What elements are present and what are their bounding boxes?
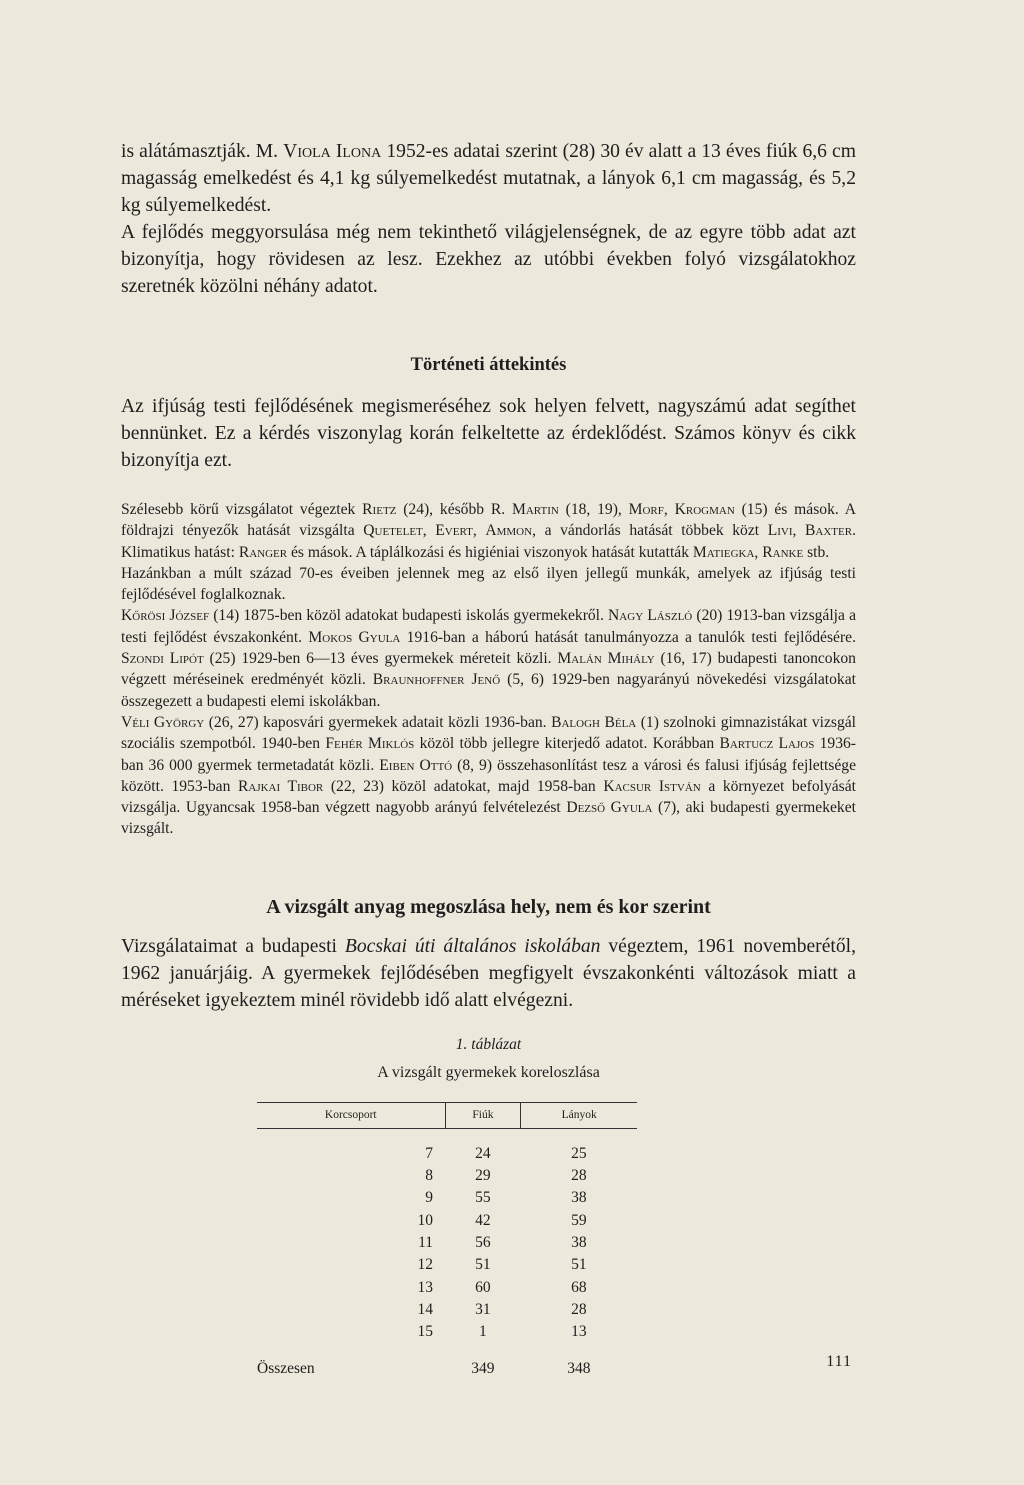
table-row: 10 42 59 — [417, 1211, 587, 1229]
table-row: 14 31 28 — [417, 1300, 587, 1318]
table-row: 9 55 38 — [425, 1189, 587, 1207]
table-row: 8 29 28 — [425, 1167, 587, 1185]
author-name: Viola Ilona — [283, 141, 382, 162]
history-paragraph: Az ifjúság testi fejlődésének megismeréséhez sok helyen felvett, nagyszámú adat segíthet bennünket. Ez a kérdés viszonylag korán felkeltette az érdeklődést. Számos könyv és cikk bizonyítja ezt. — [121, 396, 856, 471]
table-row: 12 51 51 — [417, 1256, 587, 1274]
table-caption: 1. táblázat — [455, 1035, 522, 1053]
school-name: Bocskai úti általános iskolában — [344, 935, 601, 957]
header-boys: Fiúk — [445, 1102, 521, 1128]
material-paragraph: Vizsgálataimat a budapesti Bocskai úti általános iskolában végeztem, 1961 novemberétől, 1962 januárjáig. A gyermekek fejlődésében megfigyelt évszakonkénti változások miatt a méréseket igyekeztem minél rövidebb idő alatt elvégezni. — [121, 935, 856, 1011]
small-paragraph-4: Véli György (26, 27) kaposvári gyermekek adatait közli 1936-ban. Balogh Béla (1) szolnoki gimnazistákat vizsgál szociális szempotból. 1940-ben Fehér Miklós közöl több jellegre kiterjedő adatot. Korábban Bartucz Lajos 1936-ban 36 000 gyermek termetadatát közli. Eiben Ottó (8, 9) összehasonlítást tesz a városi és falusi ifjúság fejlettsége között. 1953-ban Rajkai Tibor (22, 23) közöl adatokat, majd 1958-ban Kacsur István a környezet befolyását vizsgálja. Ugyancsak 1958-ban végzett nagyobb arányú felvételezést Dezső Gyula (7), aki budapesti gyermekeket vizsgált. — [121, 713, 857, 838]
intro-paragraph-2: A fejlődés meggyorsulása még nem tekinthető világjelenségnek, de az egyre több adat azt bizonyítja, hogy rövidesen az lesz. Ezekhez az utóbbi években folyó vizsgálatokhoz szeretnék közölni néhány adatot. — [121, 222, 856, 297]
header-girls: Lányok — [521, 1102, 637, 1128]
small-paragraph-1: Szélesebb körű vizsgálatot végeztek Rietz (24), később R. Martin (18, 19), Morf, Krogman (15) és mások. A földrajzi tényezők hatását vizsgálta Quetelet, Evert, Ammon, a vándorlás hatását többek közt Livi, Baxter. Klimatikus hatást: Ranger és mások. A táplálkozási és higiéniai viszonyok hatását kutatták Matiegka, Ranke stb. — [121, 501, 856, 561]
table-row: 15 1 13 — [417, 1323, 587, 1341]
table-title: A vizsgált gyermekek koreloszlása — [377, 1063, 600, 1081]
table-total-row: Összesen 349 348 — [257, 1359, 591, 1377]
history-details — [121, 499, 856, 840]
section-heading-history: Történeti áttekintés — [410, 355, 567, 375]
section-heading-material: A vizsgált anyag megoszlása hely, nem és kor szerint — [266, 895, 711, 918]
header-age-group: Korcsoport — [257, 1102, 445, 1128]
page-content — [121, 138, 856, 1380]
table-row: 13 60 68 — [417, 1278, 587, 1296]
page-number: 111 — [826, 1353, 852, 1370]
small-paragraph-2: Hazánkban a múlt század 70-es éveiben jelennek meg az első ilyen jellegű munkák, amelyek az ifjúság testi fejlődésével foglalkoznak. — [121, 564, 856, 604]
intro-paragraph: is alátámasztják. M. Viola Ilona 1952-es adatai szerint (28) 30 év alatt a 13 éves fiúk 6,6 cm magasság emelkedést és 4,1 kg súlyemelkedést mutatnak, a lányok 6,1 cm magasság, és 5,2 kg súlyemelkedést. — [121, 141, 856, 216]
small-paragraph-3: Kőrösi József (14) 1875-ben közöl adatokat budapesti iskolás gyermekekről. Nagy László (20) 1913-ban vizsgálja a testi fejlődést évszakonként. Mokos Gyula 1916-ban a háború hatását tanulmányozza a tanulók testi fejlődésére. Szondi Lipót (25) 1929-ben 6—13 éves gyermekek méreteit közli. Malán Mihály (16, 17) budapesti tanoncokon végzett méréseinek eredményét közli. Braunhoffner Jenő (5, 6) 1929-ben nagyarányú növekedési vizsgálatokat összegezett a budapesti elemi iskolákban. — [121, 607, 856, 710]
table-row: 7 24 25 — [425, 1144, 587, 1162]
age-distribution-table — [257, 1102, 637, 1380]
table-header-row — [257, 1102, 637, 1128]
table-row: 11 56 38 — [418, 1234, 587, 1252]
